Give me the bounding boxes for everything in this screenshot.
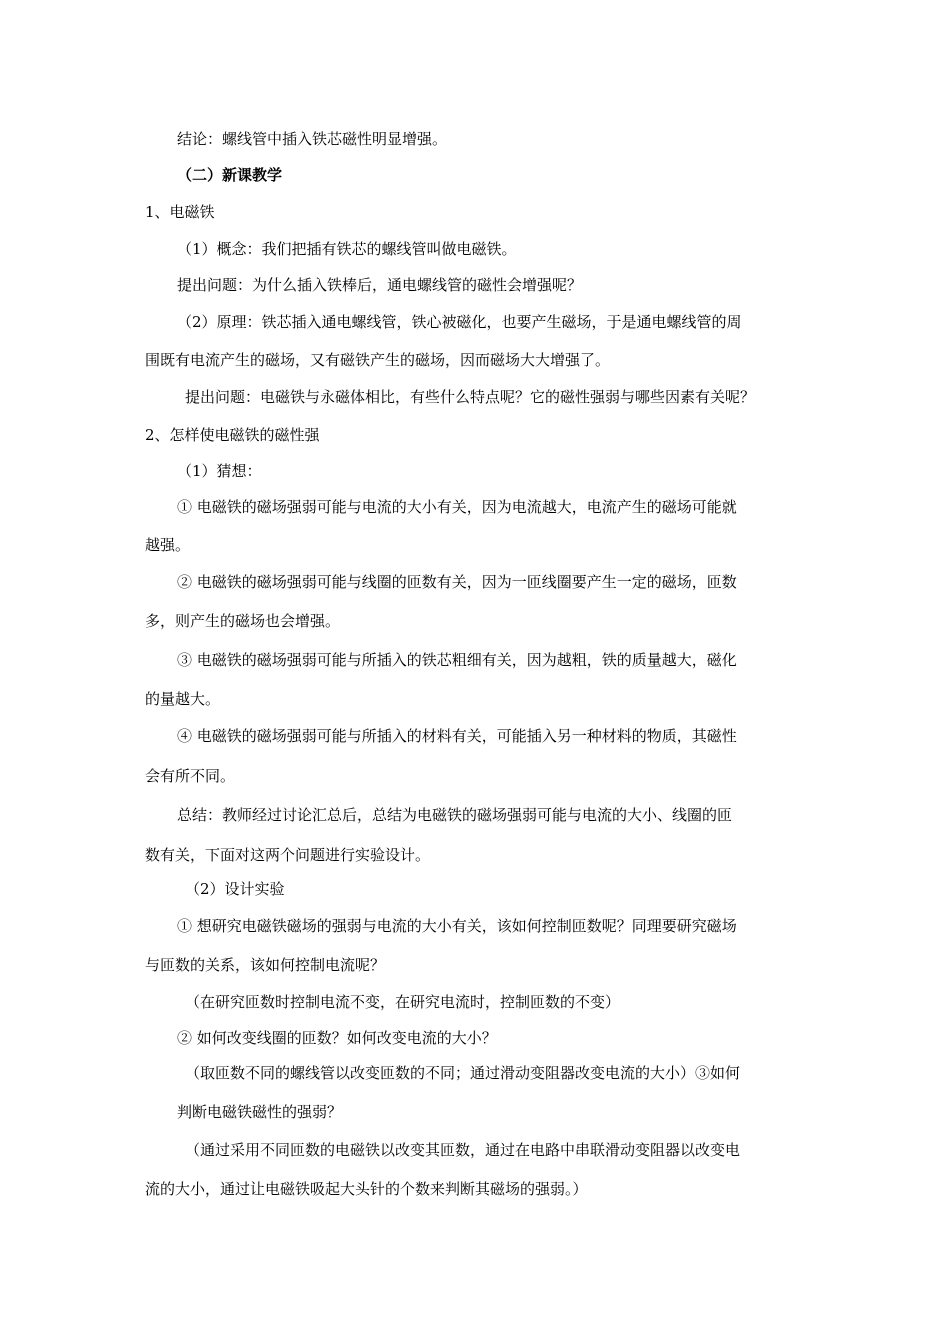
conclusion-line: 结论：螺线管中插入铁芯磁性明显增强。 [177, 130, 448, 148]
paragraph-line: （2）原理：铁芯插入通电螺线管，铁心被磁化，也要产生磁场，于是通电螺线管的周 [177, 313, 742, 331]
paragraph-line: （2）设计实验 [185, 880, 285, 898]
paragraph-line: 提出问题：电磁铁与永磁体相比，有些什么特点呢？它的磁性强弱与哪些因素有关呢？ [185, 388, 756, 406]
paragraph-line: ③ 电磁铁的磁场强弱可能与所插入的铁芯粗细有关，因为越粗，铁的质量越大，磁化 [177, 651, 737, 669]
subsection-heading: 1、电磁铁 [145, 203, 215, 221]
paragraph-line: 多，则产生的磁场也会增强。 [145, 612, 341, 630]
paragraph-line: 总结：教师经过讨论汇总后，总结为电磁铁的磁场强弱可能与电流的大小、线圈的匝 [177, 806, 733, 824]
paragraph-line: 流的大小，通过让电磁铁吸起大头针的个数来判断其磁场的强弱。） [145, 1180, 588, 1198]
paragraph-line: ① 电磁铁的磁场强弱可能与电流的大小有关，因为电流越大，电流产生的磁场可能就 [177, 498, 737, 516]
paragraph-line: （取匝数不同的螺线管以改变匝数的不同；通过滑动变阻器改变电流的大小）③如何 [185, 1064, 741, 1082]
paragraph-line: 数有关，下面对这两个问题进行实验设计。 [145, 846, 431, 864]
paragraph-line: 提出问题：为什么插入铁棒后，通电螺线管的磁性会增强呢？ [177, 276, 583, 294]
paragraph-line: ② 电磁铁的磁场强弱可能与线圈的匝数有关，因为一匝线圈要产生一定的磁场，匝数 [177, 573, 737, 591]
paragraph-line: 围既有电流产生的磁场，又有磁铁产生的磁场，因而磁场大大增强了。 [145, 351, 611, 369]
subsection-heading: 2、怎样使电磁铁的磁性强 [145, 426, 320, 444]
paragraph-line: （在研究匝数时控制电流不变，在研究电流时，控制匝数的不变） [185, 993, 621, 1011]
section-heading: （二）新课教学 [177, 166, 283, 184]
paragraph-line: ④ 电磁铁的磁场强弱可能与所插入的材料有关，可能插入另一种材料的物质，其磁性 [177, 727, 737, 745]
paragraph-line: 判断电磁铁磁性的强弱？ [177, 1103, 343, 1121]
paragraph-line: 与匝数的关系，该如何控制电流呢？ [145, 956, 386, 974]
paragraph-line: 会有所不同。 [145, 767, 236, 785]
paragraph-line: ① 想研究电磁铁磁场的强弱与电流的大小有关，该如何控制匝数呢？同理要研究磁场 [177, 917, 737, 935]
paragraph-line: ② 如何改变线圈的匝数？如何改变电流的大小？ [177, 1029, 497, 1047]
paragraph-line: 越强。 [145, 536, 191, 554]
paragraph-line: （通过采用不同匝数的电磁铁以改变其匝数，通过在电路中串联滑动变阻器以改变电 [185, 1141, 741, 1159]
paragraph-line: 的量越大。 [145, 690, 221, 708]
paragraph-line: （1）概念：我们把插有铁芯的螺线管叫做电磁铁。 [177, 240, 517, 258]
paragraph-line: （1）猜想： [177, 462, 262, 480]
